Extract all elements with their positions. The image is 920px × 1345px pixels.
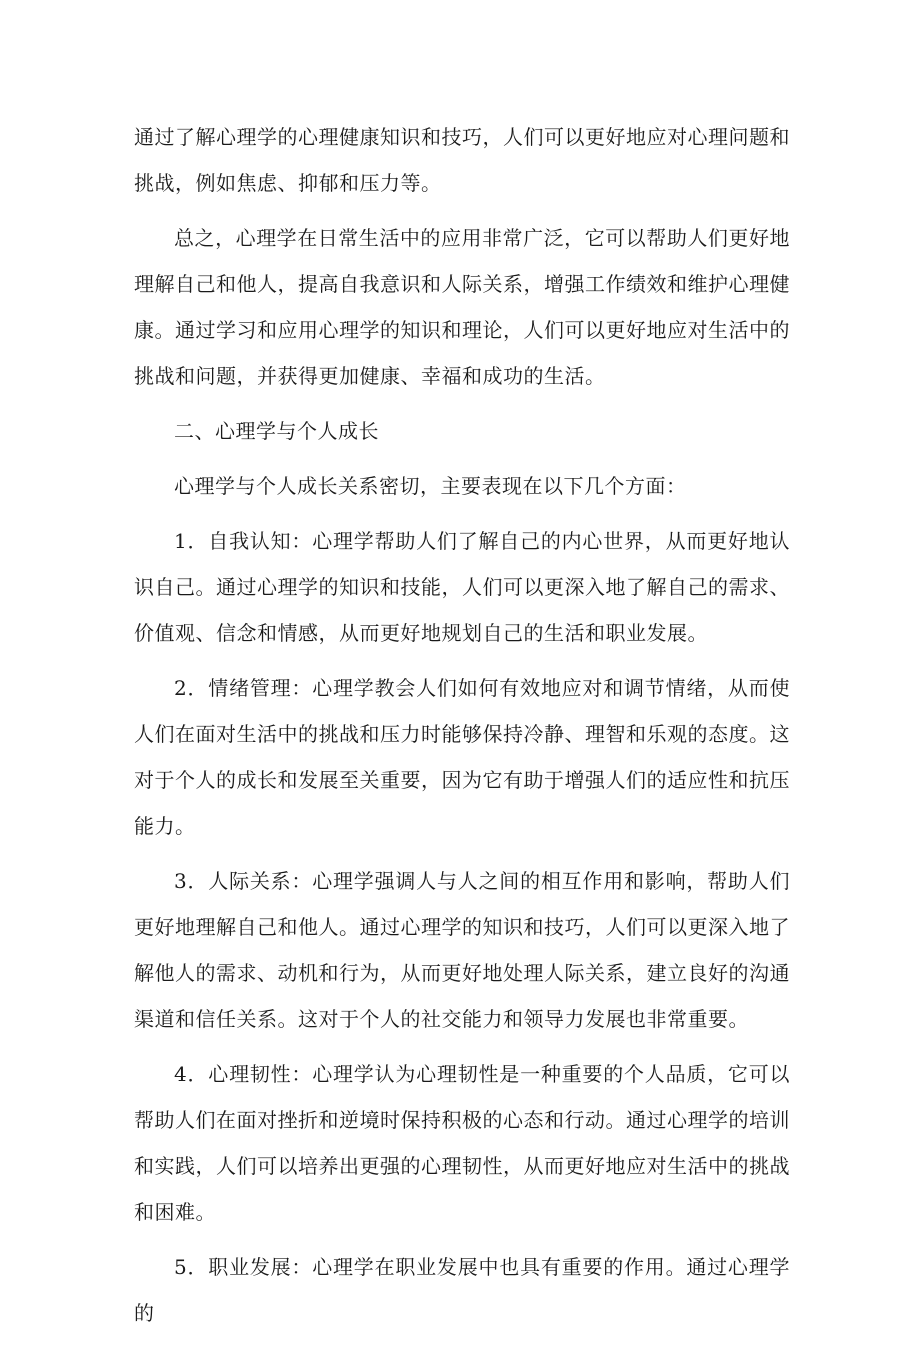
paragraph-intro: 心理学与个人成长关系密切，主要表现在以下几个方面： [174, 474, 687, 498]
list-item-interpersonal: 3．人际关系：心理学强调人与人之间的相互作用和影响，帮助人们更好地理解自己和他人。通过心理学的知识和技巧，人们可以更深入地了解他人的需求、动机和行为，从而更好地处理人际关系，建立良好的沟通渠道和信任关系。这对于个人的社交能力和领导力发展也非常重要。 [134, 869, 790, 1031]
paragraph-continuation: 通过了解心理学的心理健康知识和技巧，人们可以更好地应对心理问题和挑战，例如焦虑、抑郁和压力等。 [134, 125, 790, 195]
list-item-career: 5．职业发展：心理学在职业发展中也具有重要的作用。通过心理学的 [134, 1255, 790, 1325]
list-item-resilience: 4．心理韧性：心理学认为心理韧性是一种重要的个人品质，它可以帮助人们在面对挫折和逆境时保持积极的心态和行动。通过心理学的培训和实践，人们可以培养出更强的心理韧性，从而更好地应对生活中的挑战和困难。 [134, 1062, 790, 1224]
paragraph-summary: 总之，心理学在日常生活中的应用非常广泛，它可以帮助人们更好地理解自己和他人，提高自我意识和人际关系，增强工作绩效和维护心理健康。通过学习和应用心理学的知识和理论，人们可以更好地应对生活中的挑战和问题，并获得更加健康、幸福和成功的生活。 [134, 226, 790, 388]
list-item-emotion-management: 2．情绪管理：心理学教会人们如何有效地应对和调节情绪，从而使人们在面对生活中的挑战和压力时能够保持冷静、理智和乐观的态度。这对于个人的成长和发展至关重要，因为它有助于增强人们的适应性和抗压能力。 [134, 676, 790, 838]
section-heading: 二、心理学与个人成长 [174, 419, 379, 443]
document-body [134, 114, 790, 1345]
list-item-self-awareness: 1．自我认知：心理学帮助人们了解自己的内心世界，从而更好地认识自己。通过心理学的知识和技能，人们可以更深入地了解自己的需求、价值观、信念和情感，从而更好地规划自己的生活和职业发展。 [134, 529, 790, 645]
